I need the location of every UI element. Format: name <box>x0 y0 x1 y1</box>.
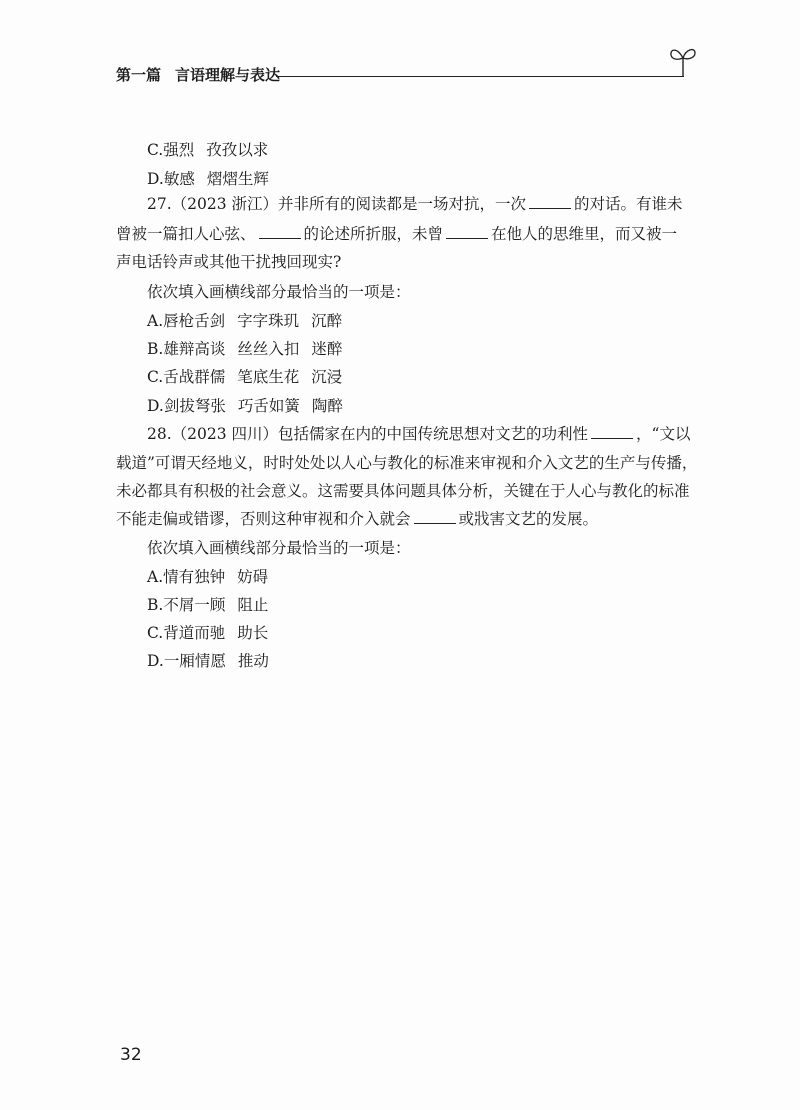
option-word-1: 不屑一顾 <box>163 596 226 614</box>
q27-text-2: 的对话。有谁未 <box>574 195 683 213</box>
option-word-1: 强烈 <box>163 141 195 159</box>
q27-stem-line-3 <box>116 252 341 272</box>
option-word-2: 推动 <box>237 652 269 670</box>
answer-blank <box>446 224 488 239</box>
option-word-1: 舌战群儒 <box>163 368 226 386</box>
option-word-1: 雄辩高谈 <box>163 340 226 358</box>
q28-stem-line-3 <box>116 481 690 501</box>
q28-option-c <box>147 623 268 643</box>
option-word-1: 情有独钟 <box>163 568 226 586</box>
option-c <box>147 140 268 160</box>
answer-blank <box>414 509 456 524</box>
option-label: C. <box>147 368 164 386</box>
option-word-3: 迷醉 <box>311 340 343 358</box>
q27-option-c <box>147 367 342 387</box>
option-word-2: 巧舌如簧 <box>237 397 300 415</box>
q27-option-b <box>147 339 342 359</box>
q28-text-1: 28.（2023 四川）包括儒家在内的中国传统思想对文艺的功利性 <box>147 425 589 443</box>
option-word-3: 沉浸 <box>311 368 343 386</box>
page-number: 32 <box>120 1045 142 1065</box>
q27-text-3: 曾被一篇扣人心弦、 <box>116 225 256 243</box>
option-label: D. <box>147 170 164 188</box>
q27-option-a <box>147 311 342 331</box>
option-label: A. <box>147 568 164 586</box>
header-part: 第一篇 <box>116 66 162 84</box>
option-word-1: 敏感 <box>163 170 195 188</box>
option-label: B. <box>147 340 164 358</box>
option-word-1: 一厢情愿 <box>163 652 226 670</box>
q28-stem-line-4 <box>116 509 598 529</box>
q27-text-5: 在他人的思维里，而又被一 <box>491 225 678 243</box>
running-header <box>116 65 716 89</box>
option-label: A. <box>147 312 164 330</box>
option-label: C. <box>147 141 164 159</box>
q27-text-6: 声电话铃声或其他干扰拽回现实? <box>116 253 342 271</box>
q28-option-d <box>147 651 269 671</box>
q28-prompt: 依次填入画横线部分最恰当的一项是： <box>147 539 411 557</box>
option-word-2: 妨碍 <box>237 568 269 586</box>
q28-text-3: 载道”可谓天经地义，时时处处以人心与教化的标准来审视和介入文艺的生产与传播， <box>116 454 698 472</box>
option-word-2: 字字珠玑 <box>237 312 300 330</box>
header-rule <box>276 76 684 77</box>
sprout-icon <box>668 43 698 79</box>
option-d <box>147 169 269 189</box>
option-label: D. <box>147 652 164 670</box>
q27-stem-line-2 <box>116 224 677 244</box>
q28-text-2: ，“文以 <box>636 425 691 443</box>
option-label: B. <box>147 596 164 614</box>
option-word-1: 背道而驰 <box>163 624 226 642</box>
header-title: 言语理解与表达 <box>175 66 281 84</box>
option-word-2: 丝丝入扣 <box>237 340 300 358</box>
q28-option-a <box>147 567 268 587</box>
option-word-2: 阻止 <box>237 596 269 614</box>
q28-text-4: 未必都具有积极的社会意义。这需要具体问题具体分析，关键在于人心与教化的标准 <box>116 482 690 500</box>
option-label: D. <box>147 397 164 415</box>
option-label: C. <box>147 624 164 642</box>
option-word-2: 熠熠生辉 <box>206 170 269 188</box>
option-word-2: 助长 <box>237 624 269 642</box>
q28-text-5: 不能走偏或错谬，否则这种审视和介入就会 <box>116 510 411 528</box>
answer-blank <box>591 424 633 439</box>
q27-stem-line-1 <box>147 194 683 214</box>
q28-stem-line-1 <box>147 424 690 444</box>
option-word-2: 笔底生花 <box>237 368 300 386</box>
header-text <box>116 65 294 85</box>
option-word-2: 孜孜以求 <box>206 141 269 159</box>
option-word-1: 剑拔弩张 <box>163 397 226 415</box>
option-word-3: 陶醉 <box>311 397 343 415</box>
q28-option-b <box>147 595 268 615</box>
answer-blank <box>529 194 571 209</box>
q27-prompt: 依次填入画横线部分最恰当的一项是： <box>147 283 411 301</box>
answer-blank <box>259 224 301 239</box>
option-word-1: 唇枪舌剑 <box>163 312 226 330</box>
q27-text-4: 的论述所折服，未曾 <box>303 225 444 243</box>
q27-option-d <box>147 396 343 416</box>
q27-text-1: 27.（2023 浙江）并非所有的阅读都是一场对抗，一次 <box>147 195 527 213</box>
q28-text-6: 或戕害文艺的发展。 <box>458 510 599 528</box>
option-word-3: 沉醉 <box>311 312 343 330</box>
q28-stem-line-2 <box>116 453 697 473</box>
